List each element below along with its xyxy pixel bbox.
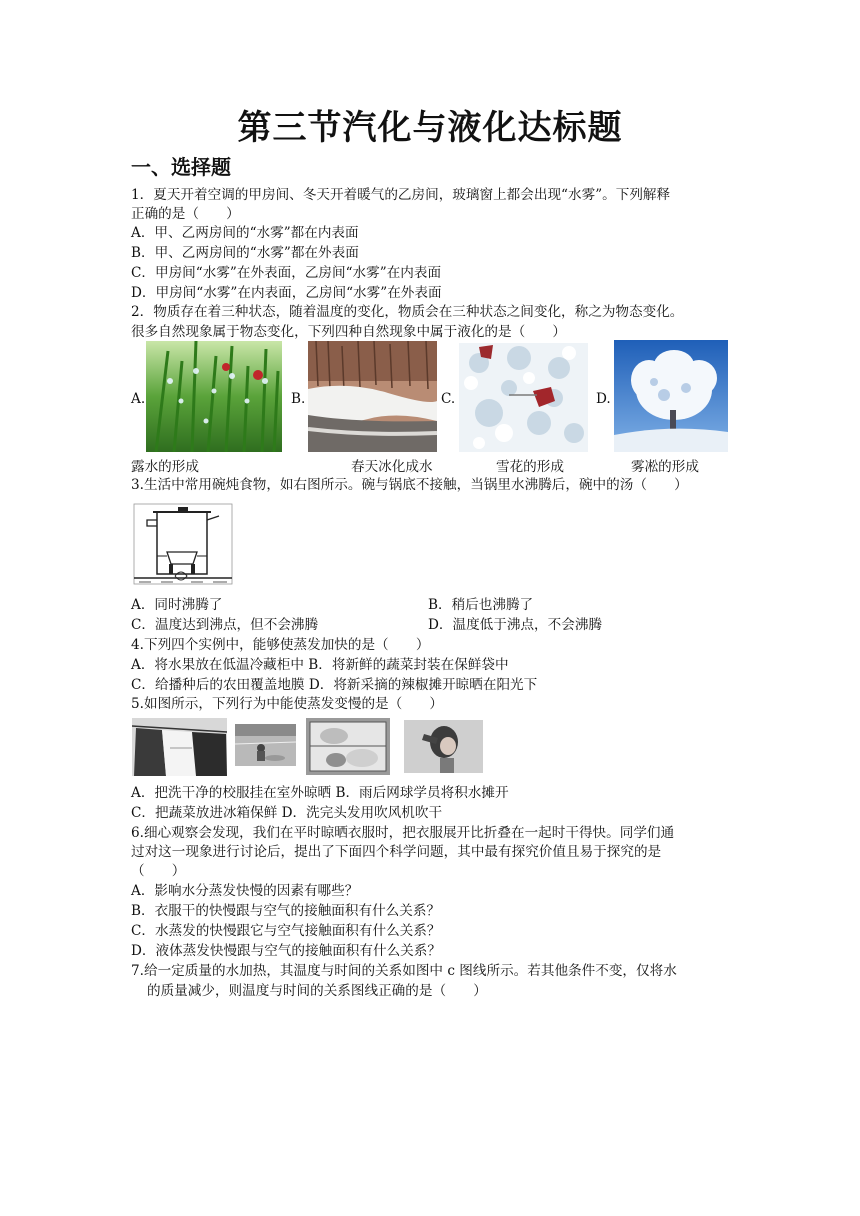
q3-option-d: D．温度低于沸点，不会沸腾 — [428, 617, 603, 633]
q6-option-a: A．影响水分蒸发快慢的因素有哪些？ — [131, 883, 359, 899]
q2-caption-a: 露水的形成 — [131, 459, 199, 475]
q2-stem-line2: 很多自然现象属于物态变化，下列四种自然现象中属于液化的是（ ） — [131, 324, 566, 340]
q6-stem-line3: （ ） — [131, 863, 186, 879]
q6-stem-line2: 过对这一现象进行讨论后，提出了下面四个科学问题，其中最有探究价值且易于探究的是 — [131, 844, 662, 860]
snowflake-photo — [459, 343, 588, 452]
q4-stem: 4.下列四个实例中，能够使蒸发加快的是（ ） — [131, 637, 430, 653]
q1-option-b: B．甲、乙两房间的“水雾”都在外表面 — [131, 245, 359, 261]
q2-caption-c: 雪花的形成 — [496, 459, 564, 475]
section-heading: 一、选择题 — [131, 155, 231, 179]
q5-options-ab: A．把洗干净的校服挂在室外晾晒 B．雨后网球学员将积水摊开 — [131, 785, 509, 801]
q2-caption-d: 雾凇的形成 — [631, 459, 699, 475]
q4-options-ab: A．将水果放在低温冷藏柜中 B．将新鲜的蔬菜封装在保鲜袋中 — [131, 657, 509, 673]
dew-photo — [146, 341, 282, 452]
q5-photo-fridge — [306, 718, 390, 775]
q3-option-c: C．温度达到沸点，但不会沸腾 — [131, 617, 319, 633]
q6-option-b: B．衣服干的快慢跟与空气的接触面积有什么关系？ — [131, 903, 441, 919]
q7-stem-line1: 7.给一定质量的水加热，其温度与时间的关系如图中 c 图线所示。若其他条件不变，仅将水 — [131, 963, 677, 979]
q5-photo-tennis — [235, 724, 296, 766]
q5-photo-clothes — [132, 718, 227, 776]
q1-stem-line1: 1．夏天开着空调的甲房间、冬天开着暖气的乙房间，玻璃窗上都会出现“水雾”。下列解释 — [131, 187, 671, 203]
pot-bowl-diagram — [131, 498, 235, 588]
q3-option-a: A．同时沸腾了 — [131, 597, 223, 613]
q2-letter-c: C. — [441, 391, 456, 407]
q2-stem-line1: 2．物质存在着三种状态，随着温度的变化，物质会在三种状态之间变化，称之为物态变化。 — [131, 304, 684, 320]
page-title: 第三节汽化与液化达标题 — [237, 108, 623, 148]
q6-option-d: D．液体蒸发快慢跟与空气的接触面积有什么关系？ — [131, 943, 441, 959]
q7-stem-line2: 的质量减少，则温度与时间的关系图线正确的是（ ） — [147, 983, 487, 999]
rime-photo — [614, 340, 728, 452]
q3-stem: 3.生活中常用碗炖食物，如右图所示。碗与锅底不接触，当锅里水沸腾后，碗中的汤（ ） — [131, 477, 688, 493]
q2-letter-d: D. — [596, 391, 611, 407]
q5-stem: 5.如图所示，下列行为中能使蒸发变慢的是（ ） — [131, 696, 444, 712]
melting-ice-photo — [308, 341, 437, 452]
q1-option-d: D．甲房间“水雾”在内表面，乙房间“水雾”在外表面 — [131, 285, 442, 301]
q5-options-cd: C．把蔬菜放进冰箱保鲜 D．洗完头发用吹风机吹干 — [131, 805, 443, 821]
q1-stem-line2: 正确的是（ ） — [131, 206, 240, 222]
q1-option-a: A．甲、乙两房间的“水雾”都在内表面 — [131, 225, 359, 241]
q6-stem-line1: 6.细心观察会发现，我们在平时晾晒衣服时，把衣服展开比折叠在一起时干得快。同学们通 — [131, 825, 675, 841]
q4-options-cd: C．给播种后的农田覆盖地膜 D．将新采摘的辣椒摊开晾晒在阳光下 — [131, 677, 538, 693]
q2-letter-b: B. — [291, 391, 306, 407]
q2-letter-a: A. — [131, 391, 146, 407]
q6-option-c: C．水蒸发的快慢跟它与空气接触面积有什么关系？ — [131, 923, 441, 939]
q1-option-c: C．甲房间“水雾”在外表面，乙房间“水雾”在内表面 — [131, 265, 442, 281]
q3-option-b: B．稍后也沸腾了 — [428, 597, 534, 613]
q2-caption-b: 春天冰化成水 — [351, 459, 433, 475]
q5-photo-hairdryer — [404, 720, 483, 773]
